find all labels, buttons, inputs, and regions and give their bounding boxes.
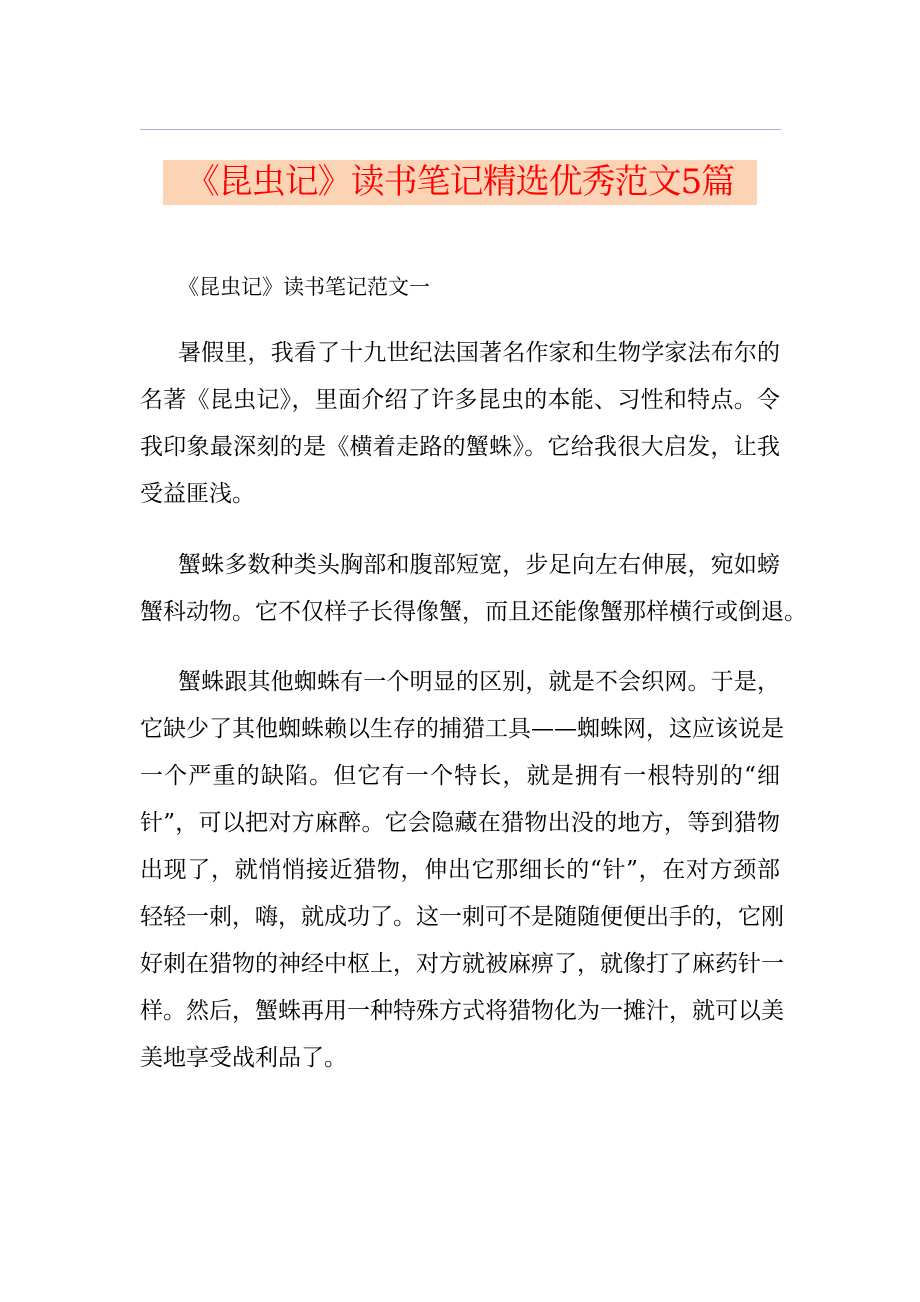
section-heading: 《昆虫记》读书笔记范文一 [178,275,430,299]
paragraph-line: 出现了，就悄悄接近猎物，伸出它那细长的“针”，在对方颈部 [140,857,780,883]
paragraph-line: 针”，可以把对方麻醉。它会隐藏在猎物出没的地方，等到猎物 [140,810,780,836]
paragraph-line: 它缺少了其他蜘蛛赖以生存的捕猎工具——蜘蛛网，这应该说是 [140,716,784,742]
paragraph-line: 蟹蛛跟其他蜘蛛有一个明显的区别，就是不会织网。于是， [178,669,780,695]
paragraph-line: 蟹科动物。它不仅样子长得像蟹，而且还能像蟹那样横行或倒退。 [140,599,807,625]
paragraph-line: 美地享受战利品了。 [140,1045,347,1071]
paragraph-line: 样。然后，蟹蛛再用一种特殊方式将猎物化为一摊汁，就可以美 [140,998,784,1024]
paragraph-line: 好刺在猎物的神经中枢上，对方就被麻痹了，就像打了麻药针一 [140,951,784,977]
paragraph-line: 轻轻一刺，嗨，就成功了。这一刺可不是随随便便出手的，它刚 [140,904,784,930]
paragraph-line: 受益匪浅。 [140,481,255,507]
paragraph-line: 我印象最深刻的是《横着走路的蟹蛛》。它给我很大启发，让我 [140,434,780,460]
document-title: 《昆虫记》读书笔记精选优秀范文5篇 [163,160,757,205]
paragraph-line: 暑假里，我看了十九世纪法国著名作家和生物学家法布尔的 [178,340,780,366]
paragraph-line: 名著《昆虫记》，里面介绍了许多昆虫的本能、习性和特点。令 [140,387,780,413]
paragraph-line: 一个严重的缺陷。但它有一个特长，就是拥有一根特别的“细 [140,763,780,789]
paragraph-line: 蟹蛛多数种类头胸部和腹部短宽，步足向左右伸展，宛如螃 [178,552,780,578]
header-rule [140,129,781,130]
